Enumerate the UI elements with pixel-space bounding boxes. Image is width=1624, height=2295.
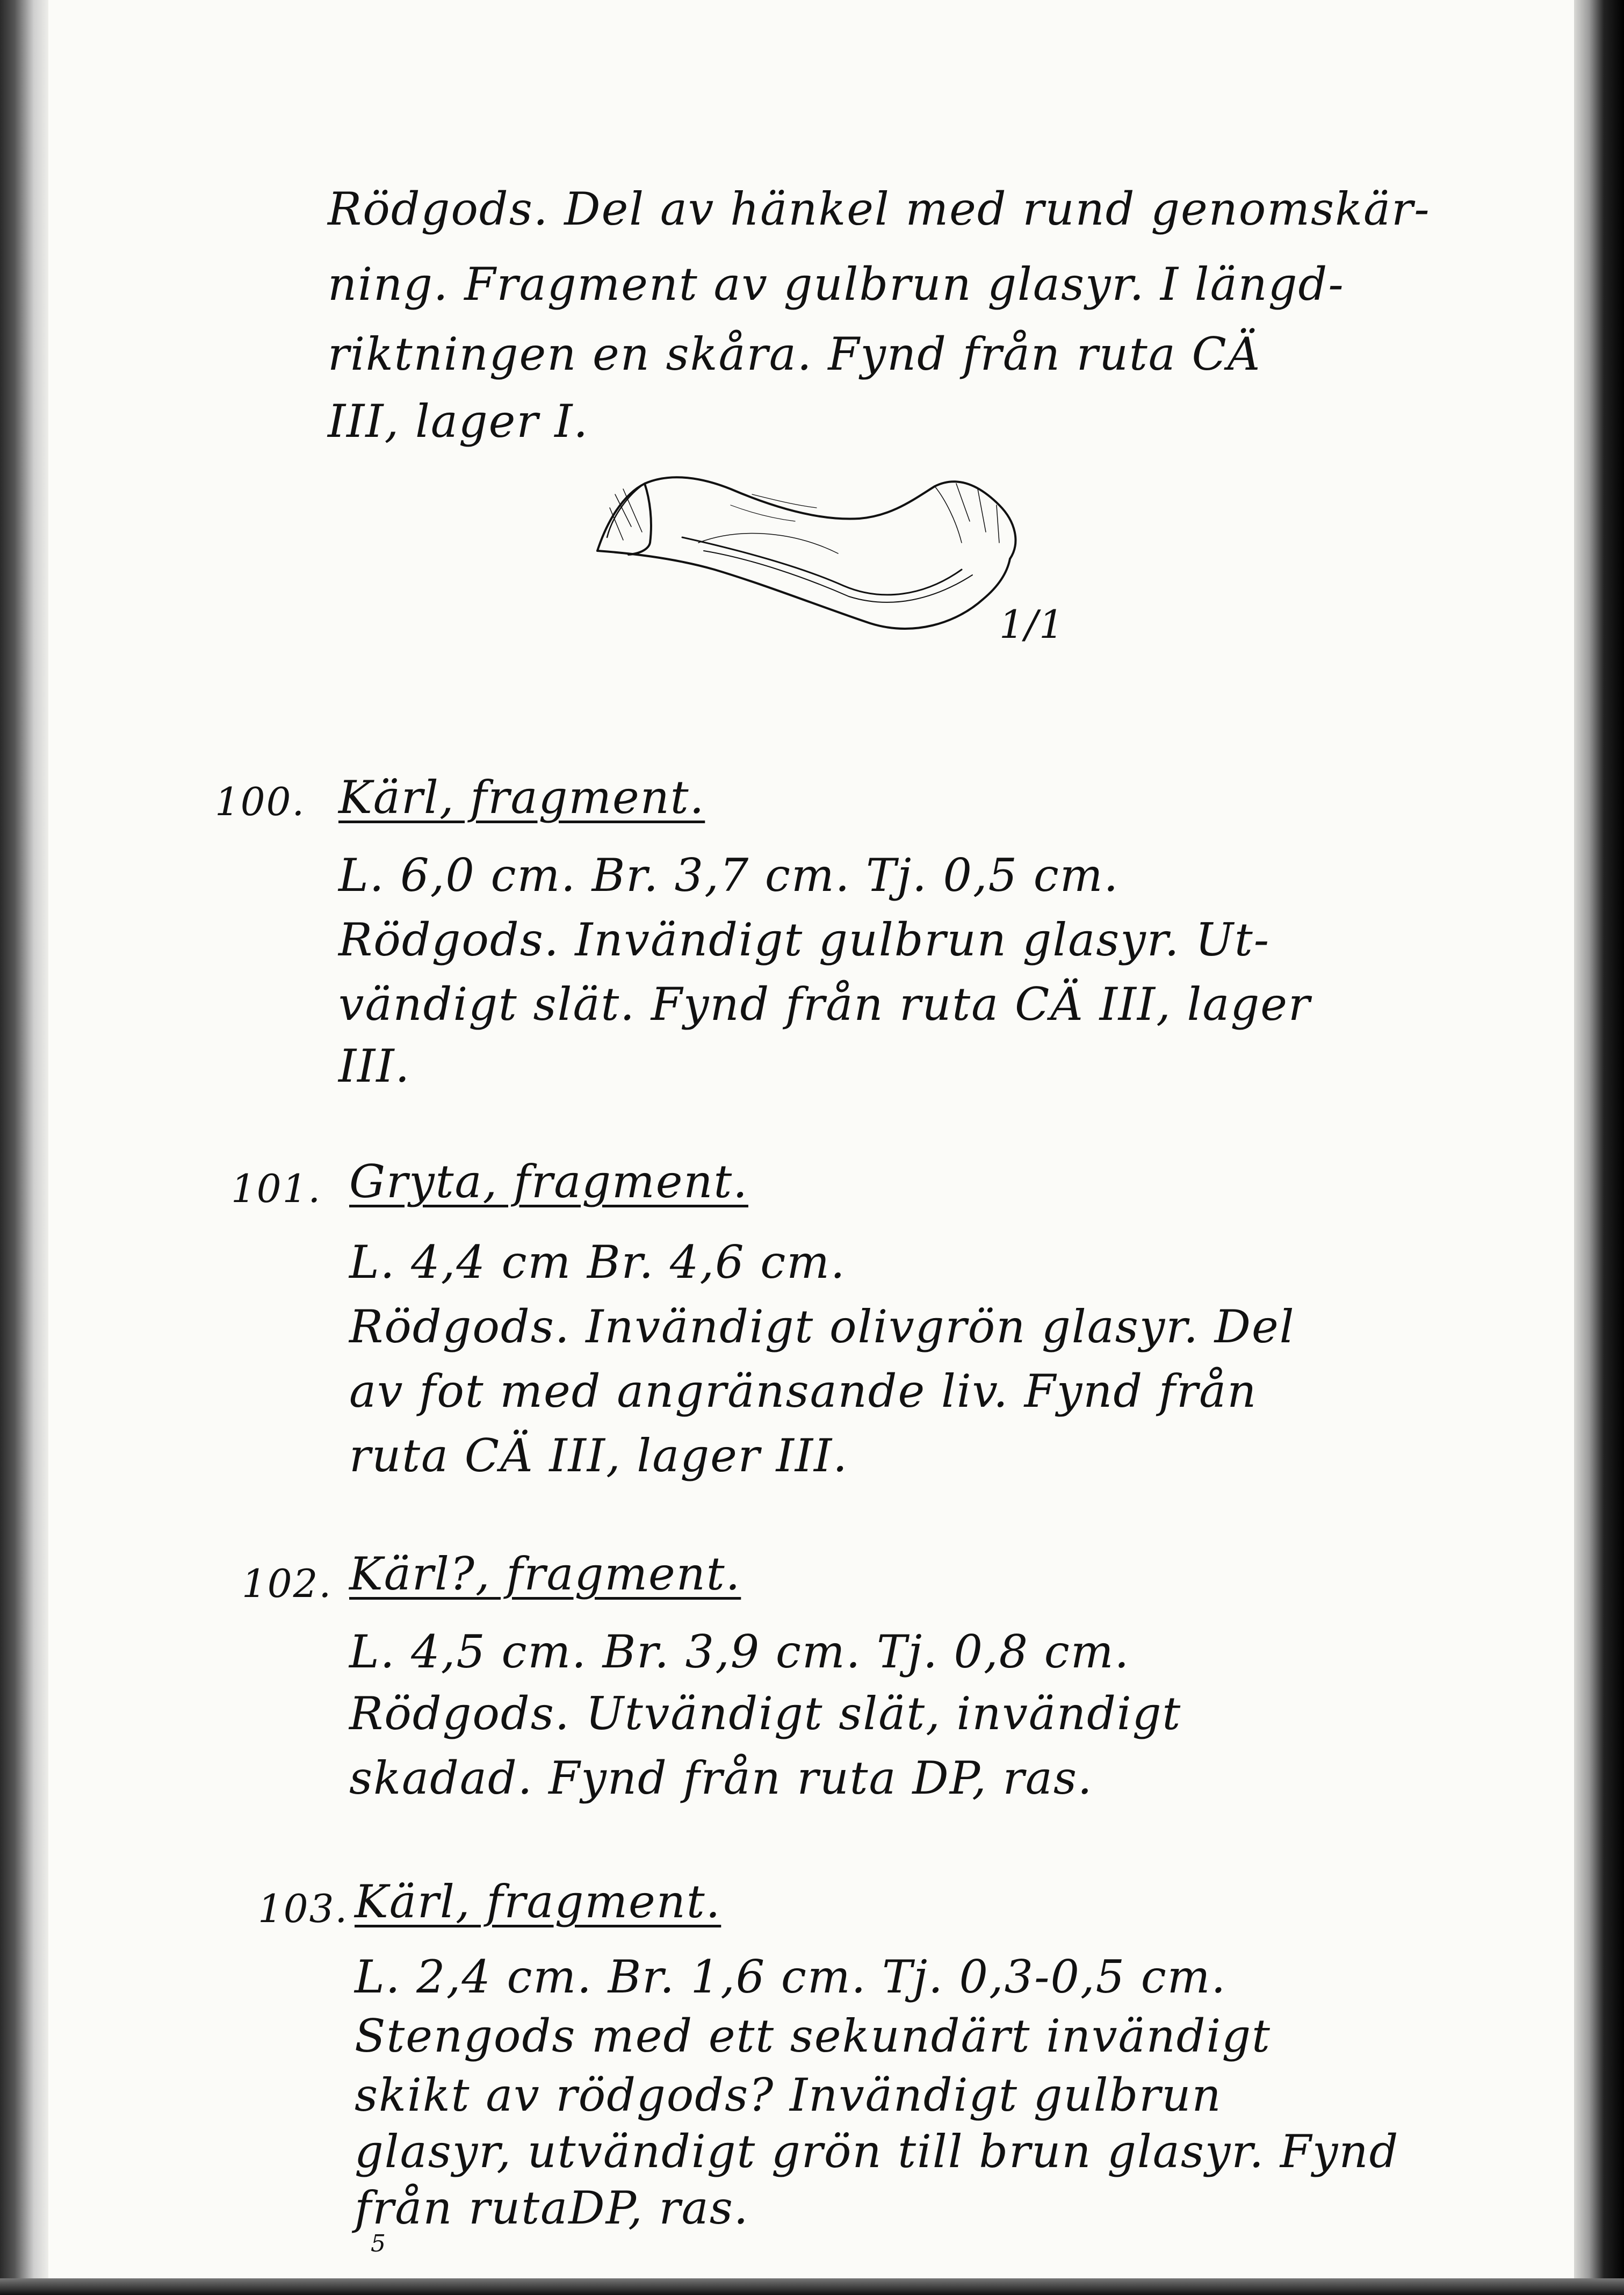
entry-title: Kärl, fragment. — [355, 1875, 721, 1928]
intro-line: riktningen en skåra. Fynd från ruta CÄ — [328, 328, 1261, 380]
entry-line: Rödgods. Utvändigt slät, invändigt — [349, 1687, 1182, 1740]
page-number: 5 — [371, 2230, 387, 2257]
entry-line: L. 4,5 cm. Br. 3,9 cm. Tj. 0,8 cm. — [349, 1625, 1130, 1678]
handle-fragment-sketch — [591, 462, 1031, 656]
entry-title: Kärl, fragment. — [338, 771, 705, 824]
entry-line: III. — [338, 1040, 411, 1092]
entry-line: från rutaDP, ras. — [355, 2182, 749, 2234]
intro-line: ning. Fragment av gulbrun glasyr. I längd- — [328, 258, 1345, 311]
entry-number: 103. — [258, 1886, 349, 1931]
entry-number: 100. — [215, 779, 306, 824]
entry-line: skikt av rödgods? Invändigt gulbrun — [355, 2069, 1222, 2121]
entry-number: 102. — [242, 1561, 333, 1606]
book-spine — [0, 0, 48, 2295]
page-edge-right — [1574, 0, 1624, 2295]
entry-line: glasyr, utvändigt grön till brun glasyr. Fynd — [355, 2125, 1399, 2178]
entry-title: Gryta, fragment. — [349, 1155, 748, 1208]
page-edge-bottom — [0, 2278, 1624, 2295]
entry-line: vändigt slät. Fynd från ruta CÄ III, lager — [338, 978, 1311, 1031]
entry-line: Rödgods. Invändigt gulbrun glasyr. Ut- — [338, 913, 1271, 966]
intro-line: Rödgods. Del av hänkel med rund genomskär- — [328, 183, 1431, 235]
entry-line: L. 4,4 cm Br. 4,6 cm. — [349, 1236, 846, 1289]
entry-line: Rödgods. Invändigt olivgrön glasyr. Del — [349, 1300, 1295, 1353]
entry-line: L. 2,4 cm. Br. 1,6 cm. Tj. 0,3-0,5 cm. — [355, 1951, 1227, 2003]
entry-title: Kärl?, fragment. — [349, 1548, 741, 1600]
entry-line: skadad. Fynd från ruta DP, ras. — [349, 1752, 1093, 1804]
entry-line: av fot med angränsande liv. Fynd från — [349, 1365, 1258, 1418]
entry-line: L. 6,0 cm. Br. 3,7 cm. Tj. 0,5 cm. — [338, 849, 1120, 902]
entry-line: Stengods med ett sekundärt invändigt — [355, 2010, 1271, 2062]
entry-number: 101. — [231, 1166, 322, 1211]
entry-line: ruta CÄ III, lager III. — [349, 1429, 848, 1482]
intro-line: III, lager I. — [328, 395, 589, 448]
scale-label: 1/1 — [999, 602, 1065, 647]
